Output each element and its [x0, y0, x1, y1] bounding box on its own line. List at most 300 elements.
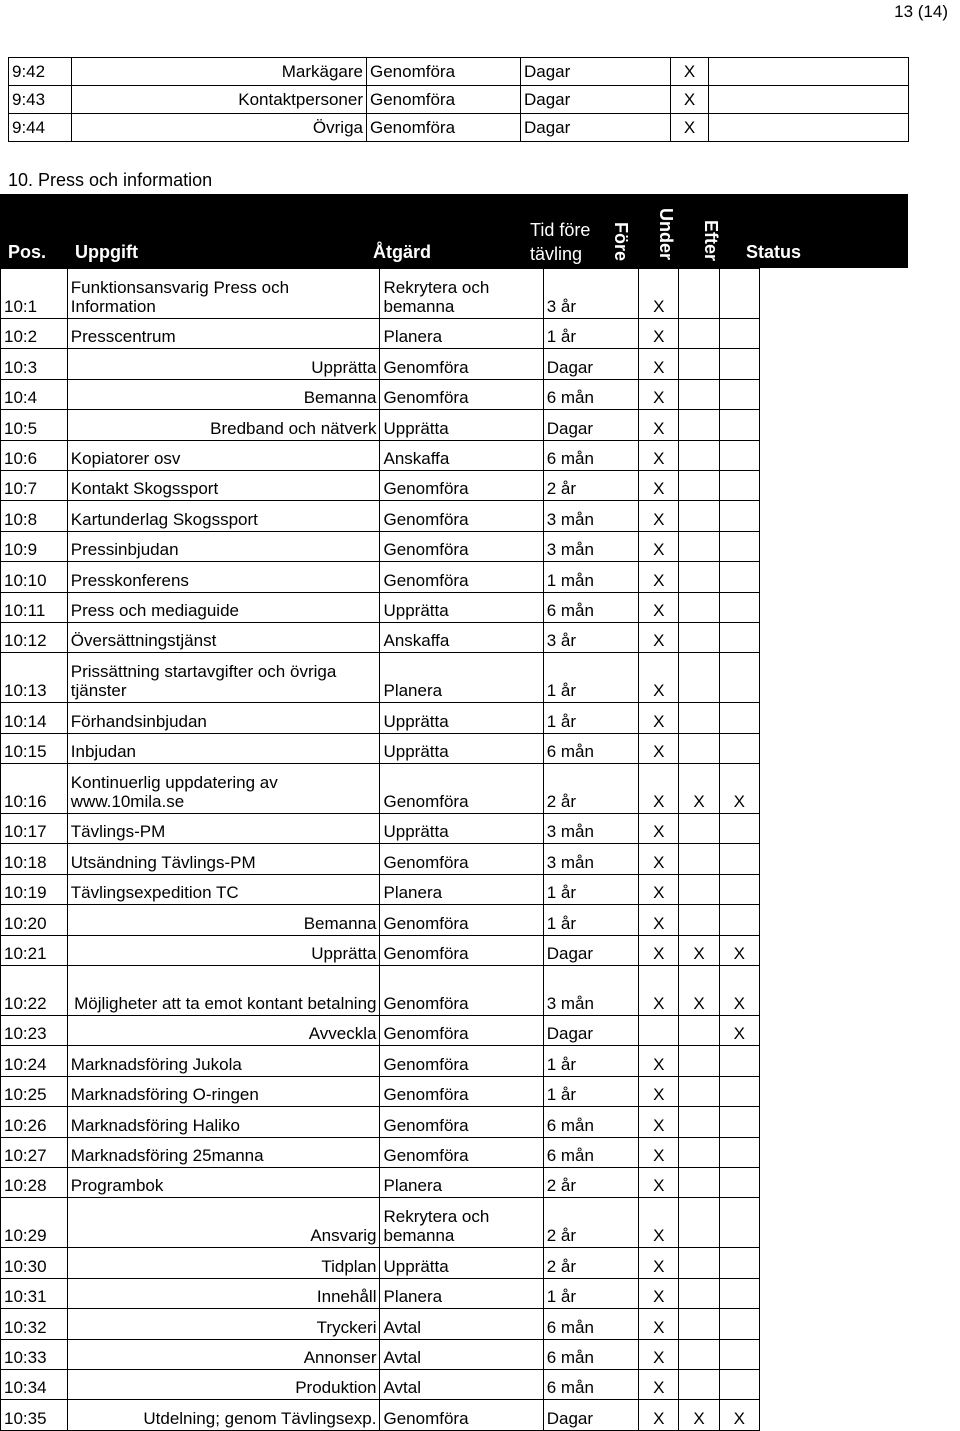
under-cell	[679, 531, 719, 561]
efter-cell	[719, 733, 759, 763]
pos-cell: 10:7	[1, 470, 68, 500]
pos-cell: 10:28	[1, 1167, 68, 1197]
pos-cell: 10:8	[1, 501, 68, 531]
task-cell: Avveckla	[67, 1016, 380, 1046]
pos-cell: 9:42	[9, 58, 72, 86]
action-cell: Rekrytera och bemanna	[380, 1198, 543, 1248]
pos-cell: 10:11	[1, 592, 68, 622]
efter-cell	[719, 440, 759, 470]
pos-cell: 10:29	[1, 1198, 68, 1248]
pos-cell: 10:9	[1, 531, 68, 561]
pos-cell: 10:24	[1, 1046, 68, 1076]
action-cell: Genomföra	[380, 764, 543, 814]
pos-cell: 10:35	[1, 1400, 68, 1430]
under-cell	[679, 1076, 719, 1106]
time-cell: Dagar	[543, 935, 638, 965]
time-cell: 1 år	[543, 319, 638, 349]
efter-cell	[719, 379, 759, 409]
task-cell: Möjligheter att ta emot kontant betalning	[67, 966, 380, 1016]
table-row	[1, 319, 760, 349]
task-cell: Presscentrum	[67, 319, 380, 349]
header-pos: Pos.	[8, 242, 47, 262]
table-row	[1, 592, 760, 622]
table-row	[1, 1167, 760, 1197]
fore-cell: X	[639, 1107, 679, 1137]
fore-cell: X	[639, 1339, 679, 1369]
task-cell: Marknadsföring 25manna	[67, 1137, 380, 1167]
pos-cell: 10:14	[1, 703, 68, 733]
pos-cell: 10:10	[1, 562, 68, 592]
fore-cell: X	[639, 1137, 679, 1167]
pos-cell: 10:5	[1, 410, 68, 440]
mark-cell: X	[671, 114, 709, 142]
header-action: Åtgärd	[373, 242, 431, 262]
pos-cell: 10:22	[1, 966, 68, 1016]
header-status: Status	[746, 242, 802, 262]
action-cell: Upprätta	[380, 410, 543, 440]
under-cell	[679, 562, 719, 592]
action-cell: Genomföra	[367, 86, 521, 114]
table-row	[1, 1339, 760, 1369]
under-cell	[679, 844, 719, 874]
fore-cell: X	[639, 1278, 679, 1308]
table-row	[1, 1278, 760, 1308]
table-row	[1, 814, 760, 844]
pos-cell: 10:3	[1, 349, 68, 379]
fore-cell: X	[639, 531, 679, 561]
time-cell: 6 mån	[543, 1137, 638, 1167]
task-cell: Tryckeri	[67, 1309, 380, 1339]
table-row	[1, 703, 760, 733]
action-cell: Upprätta	[380, 814, 543, 844]
task-cell: Övriga	[72, 114, 367, 142]
efter-cell: X	[719, 764, 759, 814]
table-row	[9, 86, 909, 114]
table-row	[1, 905, 760, 935]
under-cell	[679, 501, 719, 531]
status-cell	[709, 114, 909, 142]
action-cell: Avtal	[380, 1339, 543, 1369]
efter-cell	[719, 410, 759, 440]
efter-cell	[719, 1076, 759, 1106]
fore-cell: X	[639, 1046, 679, 1076]
time-cell: 1 år	[543, 905, 638, 935]
efter-cell	[719, 1369, 759, 1399]
table-row	[1, 1076, 760, 1106]
fore-cell: X	[639, 319, 679, 349]
task-cell: Produktion	[67, 1369, 380, 1399]
under-cell	[679, 410, 719, 440]
press-information-table	[0, 268, 760, 1431]
pos-cell: 10:27	[1, 1137, 68, 1167]
time-cell: 6 mån	[543, 440, 638, 470]
fore-cell: X	[639, 1400, 679, 1430]
pos-cell: 10:31	[1, 1278, 68, 1308]
table-row	[1, 501, 760, 531]
action-cell: Upprätta	[380, 703, 543, 733]
efter-cell	[719, 269, 759, 319]
action-cell: Genomföra	[380, 966, 543, 1016]
table-row	[1, 966, 760, 1016]
table-row	[1, 1400, 760, 1430]
previous-section-table	[8, 57, 909, 142]
task-cell: Kontinuerlig uppdatering av www.10mila.se	[67, 764, 380, 814]
action-cell: Genomföra	[380, 470, 543, 500]
task-cell: Utsändning Tävlings-PM	[67, 844, 380, 874]
time-cell: 1 mån	[543, 562, 638, 592]
under-cell	[679, 440, 719, 470]
fore-cell: X	[639, 470, 679, 500]
efter-cell	[719, 1248, 759, 1278]
table-row	[1, 379, 760, 409]
efter-cell	[719, 1107, 759, 1137]
fore-cell: X	[639, 349, 679, 379]
pos-cell: 10:18	[1, 844, 68, 874]
action-cell: Genomföra	[380, 844, 543, 874]
time-cell: 1 år	[543, 703, 638, 733]
fore-cell: X	[639, 440, 679, 470]
task-cell: Bredband och nätverk	[67, 410, 380, 440]
table-row	[9, 114, 909, 142]
pos-cell: 10:33	[1, 1339, 68, 1369]
table-row	[1, 531, 760, 561]
table-row	[1, 562, 760, 592]
under-cell	[679, 1278, 719, 1308]
fore-cell: X	[639, 764, 679, 814]
fore-cell: X	[639, 1076, 679, 1106]
under-cell	[679, 379, 719, 409]
pos-cell: 10:21	[1, 935, 68, 965]
action-cell: Avtal	[380, 1309, 543, 1339]
table-row	[1, 844, 760, 874]
action-cell: Genomföra	[380, 562, 543, 592]
pos-cell: 10:1	[1, 269, 68, 319]
under-cell	[679, 592, 719, 622]
time-cell: Dagar	[521, 86, 671, 114]
pos-cell: 10:4	[1, 379, 68, 409]
pos-cell: 10:16	[1, 764, 68, 814]
time-cell: 2 år	[543, 764, 638, 814]
under-cell	[679, 703, 719, 733]
efter-cell	[719, 622, 759, 652]
task-cell: Marknadsföring O-ringen	[67, 1076, 380, 1106]
efter-cell	[719, 1137, 759, 1167]
task-cell: Press och mediaguide	[67, 592, 380, 622]
table-row	[9, 58, 909, 86]
task-cell: Bemanna	[67, 905, 380, 935]
fore-cell: X	[639, 935, 679, 965]
time-cell: Dagar	[521, 58, 671, 86]
action-cell: Anskaffa	[380, 440, 543, 470]
time-cell: Dagar	[543, 349, 638, 379]
time-cell: 3 mån	[543, 966, 638, 1016]
fore-cell: X	[639, 874, 679, 904]
task-cell: Bemanna	[67, 379, 380, 409]
time-cell: Dagar	[543, 410, 638, 440]
action-cell: Genomföra	[367, 114, 521, 142]
fore-cell: X	[639, 1309, 679, 1339]
pos-cell: 10:32	[1, 1309, 68, 1339]
pos-cell: 10:19	[1, 874, 68, 904]
time-cell: 6 mån	[543, 733, 638, 763]
efter-cell	[719, 592, 759, 622]
efter-cell	[719, 814, 759, 844]
fore-cell: X	[639, 1167, 679, 1197]
under-cell: X	[679, 764, 719, 814]
time-cell: Dagar	[543, 1400, 638, 1430]
fore-cell: X	[639, 844, 679, 874]
fore-cell: X	[639, 622, 679, 652]
header-efter: Efter	[701, 220, 721, 262]
under-cell	[679, 470, 719, 500]
under-cell	[679, 349, 719, 379]
fore-cell: X	[639, 1369, 679, 1399]
pos-cell: 10:6	[1, 440, 68, 470]
efter-cell	[719, 349, 759, 379]
time-cell: 1 år	[543, 1076, 638, 1106]
status-cell	[709, 58, 909, 86]
efter-cell	[719, 874, 759, 904]
action-cell: Upprätta	[380, 592, 543, 622]
table-row	[1, 874, 760, 904]
under-cell	[679, 1167, 719, 1197]
efter-cell	[719, 1167, 759, 1197]
action-cell: Genomföra	[380, 1016, 543, 1046]
task-cell: Presskonferens	[67, 562, 380, 592]
under-cell	[679, 1198, 719, 1248]
pos-cell: 9:43	[9, 86, 72, 114]
efter-cell: X	[719, 1400, 759, 1430]
under-cell	[679, 1137, 719, 1167]
table-row	[1, 1309, 760, 1339]
action-cell: Planera	[380, 1167, 543, 1197]
efter-cell: X	[719, 935, 759, 965]
time-cell: 1 år	[543, 1046, 638, 1076]
efter-cell	[719, 1278, 759, 1308]
task-cell: Kontakt Skogssport	[67, 470, 380, 500]
table-row	[1, 1369, 760, 1399]
task-cell: Kopiatorer osv	[67, 440, 380, 470]
action-cell: Anskaffa	[380, 622, 543, 652]
pos-cell: 10:25	[1, 1076, 68, 1106]
table-row	[1, 349, 760, 379]
action-cell: Genomföra	[367, 58, 521, 86]
fore-cell: X	[639, 269, 679, 319]
task-cell: Innehåll	[67, 1278, 380, 1308]
efter-cell	[719, 501, 759, 531]
mark-cell: X	[671, 86, 709, 114]
efter-cell	[719, 703, 759, 733]
action-cell: Planera	[380, 1278, 543, 1308]
under-cell	[679, 905, 719, 935]
efter-cell: X	[719, 966, 759, 1016]
under-cell	[679, 1046, 719, 1076]
table-row	[1, 935, 760, 965]
task-cell: Funktionsansvarig Press och Information	[67, 269, 380, 319]
under-cell	[679, 1016, 719, 1046]
under-cell	[679, 1309, 719, 1339]
fore-cell: X	[639, 703, 679, 733]
header-time: Tid före tävling	[530, 220, 591, 264]
time-cell: Dagar	[521, 114, 671, 142]
time-cell: 3 mån	[543, 814, 638, 844]
under-cell	[679, 1248, 719, 1278]
efter-cell	[719, 1198, 759, 1248]
table-header	[0, 194, 908, 268]
time-cell: 2 år	[543, 1167, 638, 1197]
pos-cell: 10:30	[1, 1248, 68, 1278]
table-row	[1, 1248, 760, 1278]
action-cell: Genomföra	[380, 1400, 543, 1430]
pos-cell: 10:20	[1, 905, 68, 935]
fore-cell: X	[639, 733, 679, 763]
time-cell: 1 år	[543, 653, 638, 703]
pos-cell: 10:12	[1, 622, 68, 652]
action-cell: Genomföra	[380, 501, 543, 531]
task-cell: Annonser	[67, 1339, 380, 1369]
under-cell: X	[679, 935, 719, 965]
pos-cell: 10:23	[1, 1016, 68, 1046]
fore-cell: X	[639, 905, 679, 935]
time-cell: 6 mån	[543, 1369, 638, 1399]
under-cell: X	[679, 966, 719, 1016]
action-cell: Genomföra	[380, 1137, 543, 1167]
task-cell: Kontaktpersoner	[72, 86, 367, 114]
header-under: Under	[656, 208, 676, 261]
action-cell: Genomföra	[380, 1107, 543, 1137]
mark-cell: X	[671, 58, 709, 86]
action-cell: Planera	[380, 319, 543, 349]
fore-cell: X	[639, 1248, 679, 1278]
action-cell: Genomföra	[380, 905, 543, 935]
table-row	[1, 1198, 760, 1248]
under-cell: X	[679, 1400, 719, 1430]
time-cell: 6 mån	[543, 379, 638, 409]
task-cell: Pressinbjudan	[67, 531, 380, 561]
fore-cell: X	[639, 410, 679, 440]
fore-cell: X	[639, 501, 679, 531]
task-cell: Tävlingsexpedition TC	[67, 874, 380, 904]
under-cell	[679, 1107, 719, 1137]
time-cell: 3 mån	[543, 531, 638, 561]
action-cell: Genomföra	[380, 349, 543, 379]
efter-cell	[719, 562, 759, 592]
under-cell	[679, 1369, 719, 1399]
time-cell: 3 mån	[543, 844, 638, 874]
pos-cell: 10:34	[1, 1369, 68, 1399]
under-cell	[679, 653, 719, 703]
time-cell: 1 år	[543, 1278, 638, 1308]
table-row	[1, 1137, 760, 1167]
task-cell: Översättningstjänst	[67, 622, 380, 652]
action-cell: Planera	[380, 874, 543, 904]
time-cell: 2 år	[543, 1248, 638, 1278]
status-cell	[709, 86, 909, 114]
time-cell: 3 år	[543, 269, 638, 319]
efter-cell	[719, 905, 759, 935]
action-cell: Upprätta	[380, 1248, 543, 1278]
task-cell: Markägare	[72, 58, 367, 86]
task-cell: Tidplan	[67, 1248, 380, 1278]
pos-cell: 10:13	[1, 653, 68, 703]
time-cell: 6 mån	[543, 1107, 638, 1137]
under-cell	[679, 269, 719, 319]
time-cell: 1 år	[543, 874, 638, 904]
action-cell: Upprätta	[380, 733, 543, 763]
efter-cell	[719, 1046, 759, 1076]
task-cell: Marknadsföring Haliko	[67, 1107, 380, 1137]
under-cell	[679, 1339, 719, 1369]
efter-cell	[719, 844, 759, 874]
time-cell: 6 mån	[543, 1309, 638, 1339]
table-row	[1, 470, 760, 500]
fore-cell: X	[639, 1198, 679, 1248]
task-cell: Marknadsföring Jukola	[67, 1046, 380, 1076]
pos-cell: 10:26	[1, 1107, 68, 1137]
efter-cell	[719, 653, 759, 703]
time-cell: 2 år	[543, 470, 638, 500]
table-row	[1, 1107, 760, 1137]
fore-cell: X	[639, 653, 679, 703]
page-number: 13 (14)	[894, 2, 948, 21]
action-cell: Rekrytera och bemanna	[380, 269, 543, 319]
fore-cell: X	[639, 592, 679, 622]
under-cell	[679, 622, 719, 652]
table-row	[1, 410, 760, 440]
under-cell	[679, 874, 719, 904]
action-cell: Genomföra	[380, 531, 543, 561]
fore-cell: X	[639, 379, 679, 409]
efter-cell	[719, 531, 759, 561]
task-cell: Kartunderlag Skogssport	[67, 501, 380, 531]
action-cell: Genomföra	[380, 935, 543, 965]
time-cell: 6 mån	[543, 592, 638, 622]
table-row	[1, 622, 760, 652]
time-cell: 2 år	[543, 1198, 638, 1248]
time-cell: 6 mån	[543, 1339, 638, 1369]
efter-cell	[719, 470, 759, 500]
table-row	[1, 1016, 760, 1046]
header-fore: Före	[611, 222, 631, 262]
efter-cell	[719, 1339, 759, 1369]
table-row	[1, 733, 760, 763]
efter-cell	[719, 319, 759, 349]
under-cell	[679, 733, 719, 763]
task-cell: Förhandsinbjudan	[67, 703, 380, 733]
time-cell: 3 mån	[543, 501, 638, 531]
under-cell	[679, 814, 719, 844]
task-cell: Prissättning startavgifter och övriga tjänster	[67, 653, 380, 703]
fore-cell: X	[639, 966, 679, 1016]
fore-cell: X	[639, 814, 679, 844]
action-cell: Genomföra	[380, 379, 543, 409]
task-cell: Utdelning; genom Tävlingsexp.	[67, 1400, 380, 1430]
section-title: 10. Press och information	[8, 170, 213, 190]
pos-cell: 10:15	[1, 733, 68, 763]
action-cell: Planera	[380, 653, 543, 703]
pos-cell: 9:44	[9, 114, 72, 142]
table-row	[1, 764, 760, 814]
pos-cell: 10:17	[1, 814, 68, 844]
action-cell: Genomföra	[380, 1076, 543, 1106]
action-cell: Genomföra	[380, 1046, 543, 1076]
table-row	[1, 269, 760, 319]
task-cell: Upprätta	[67, 935, 380, 965]
header-task: Uppgift	[75, 242, 138, 262]
task-cell: Upprätta	[67, 349, 380, 379]
action-cell: Avtal	[380, 1369, 543, 1399]
time-cell: 3 år	[543, 622, 638, 652]
